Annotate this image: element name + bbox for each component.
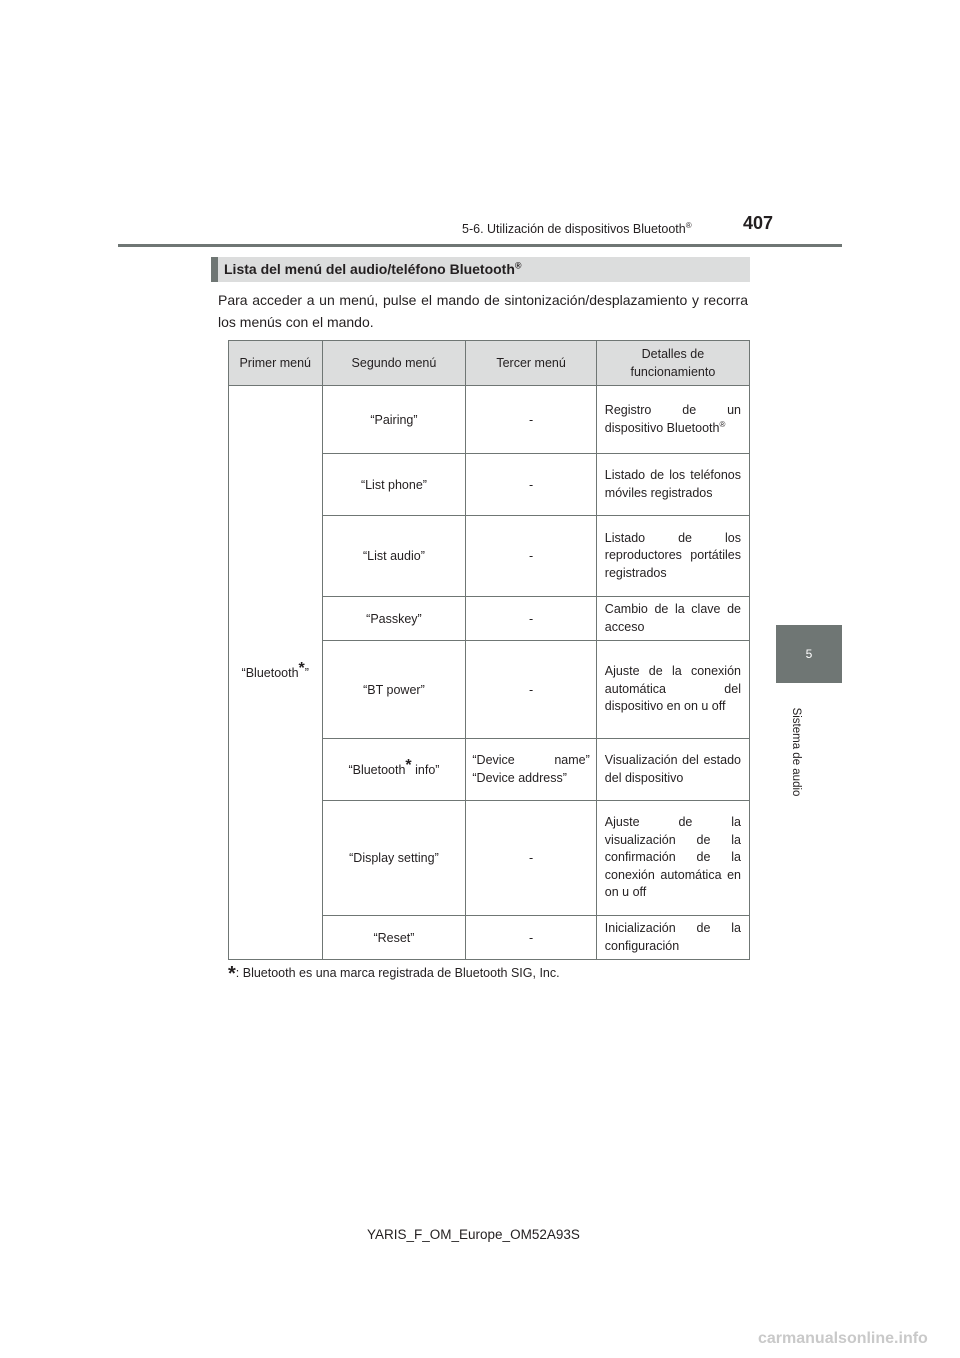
section-title: 5-6. Utilización de dispositivos Bluetooth® — [462, 220, 692, 236]
table-row: “Bluetooth*” “Pairing” - Registro de un dispositivo Bluetooth® — [229, 386, 750, 454]
page-number: 407 — [743, 213, 774, 233]
table-row: “Reset” - Inicialización de la configuración — [229, 916, 750, 960]
menu-table — [228, 340, 750, 960]
column-header: Tercer menú — [466, 341, 596, 386]
column-header: Detalles de funcionamiento — [596, 341, 749, 386]
table-row: “List phone” - Listado de los teléfonos móviles registrados — [229, 454, 750, 516]
table-row: “List audio” - Listado de los reproductores portátiles registrados — [229, 516, 750, 597]
header-divider — [118, 244, 842, 247]
table-header-row — [229, 341, 750, 386]
column-header: Primer menú — [229, 341, 323, 386]
footnote: *: Bluetooth es una marca registrada de Bluetooth SIG, Inc. — [228, 963, 560, 985]
table-row: “BT power” - Ajuste de la conexión automática del dispositivo en on u off — [229, 641, 750, 739]
heading-marker — [211, 257, 218, 282]
document-code: YARIS_F_OM_Europe_OM52A93S — [367, 1227, 580, 1242]
section-heading: Lista del menú del audio/teléfono Bluetooth® — [211, 257, 750, 282]
table-row: “Passkey” - Cambio de la clave de acceso — [229, 597, 750, 641]
column-header: Segundo menú — [322, 341, 466, 386]
table-row: “Display setting” - Ajuste de la visualización de la confirmación de la conexión automática en on u off — [229, 801, 750, 916]
chapter-tab: 5 — [776, 625, 842, 683]
table-row: “Bluetooth* info” “Device name” “Device address” Visualización del estado del dispositivo — [229, 739, 750, 801]
watermark: carmanualsonline.info — [758, 1330, 928, 1347]
intro-paragraph: Para acceder a un menú, pulse el mando de sintonización/desplazamiento y recorra los menús con el mando. — [218, 292, 748, 330]
first-menu-cell: “Bluetooth*” — [229, 386, 323, 960]
chapter-label: Sistema de audio — [790, 707, 802, 797]
